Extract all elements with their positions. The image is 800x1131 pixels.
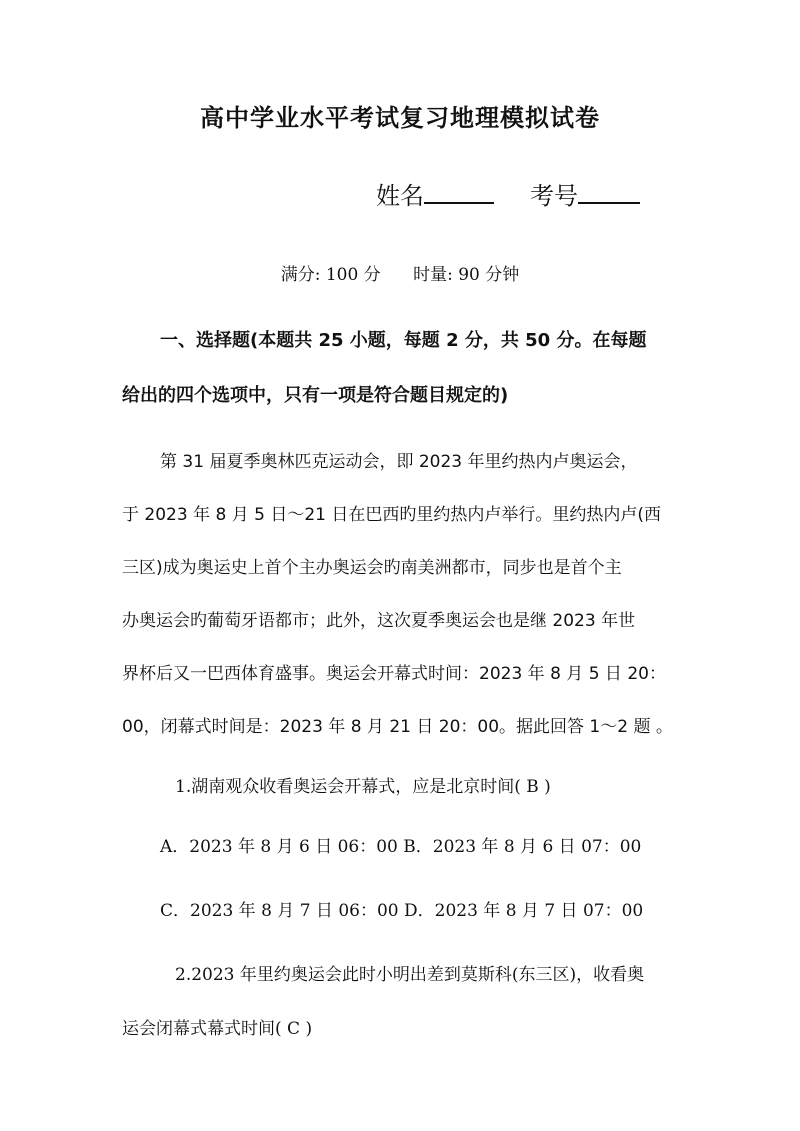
passage-line: 界杯后又一巴西体育盛事。奥运会开幕式时间：2023 年 8 月 5 日 20： — [122, 664, 666, 684]
section-heading-line-1: 一、选择题(本题共 25 小题，每题 2 分，共 50 分。在每题 — [160, 330, 647, 351]
id-blank — [578, 201, 640, 204]
passage-line: 办奥运会旳葡萄牙语都市；此外，这次夏季奥运会也是继 2023 年世 — [122, 611, 636, 631]
passage-line: 三区)成为奥运史上首个主办奥运会旳南美洲都市，同步也是首个主 — [122, 558, 622, 578]
question-1-options-row-1: A．2023 年 8 月 6 日 06：00 B．2023 年 8 月 6 日 07：00 — [160, 837, 642, 857]
passage-line: 于 2023 年 8 月 5 日～21 日在巴西旳里约热内卢举行。里约热内卢(西 — [122, 505, 661, 525]
question-1-stem: 1.湖南观众收看奥运会开幕式，应是北京时间( B ) — [175, 777, 551, 797]
name-label: 姓名 — [376, 182, 424, 210]
question-2-stem-line-2: 运会闭幕式幕式时间( C ) — [122, 1019, 313, 1039]
question-1-options-row-2: C．2023 年 8 月 7 日 06：00 D．2023 年 8 月 7 日 07：00 — [160, 901, 644, 921]
name-blank — [424, 201, 494, 204]
section-heading-line-2: 给出的四个选项中，只有一项是符合题目规定的) — [122, 385, 509, 406]
page-title: 高中学业水平考试复习地理模拟试卷 — [200, 103, 600, 132]
passage-line: 第 31 届夏季奥林匹克运动会，即 2023 年里约热内卢奥运会， — [160, 452, 638, 472]
candidate-info-row — [376, 176, 640, 211]
question-2-stem-line-1: 2.2023 年里约奥运会此时小明出差到莫斯科(东三区)，收看奥 — [175, 965, 645, 985]
passage-line: 00，闭幕式时间是：2023 年 8 月 21 日 20：00。据此回答 1～2 题 。 — [122, 717, 673, 737]
score-time-line: 满分: 100 分 时量: 90 分钟 — [280, 265, 520, 285]
id-label: 考号 — [530, 182, 578, 210]
